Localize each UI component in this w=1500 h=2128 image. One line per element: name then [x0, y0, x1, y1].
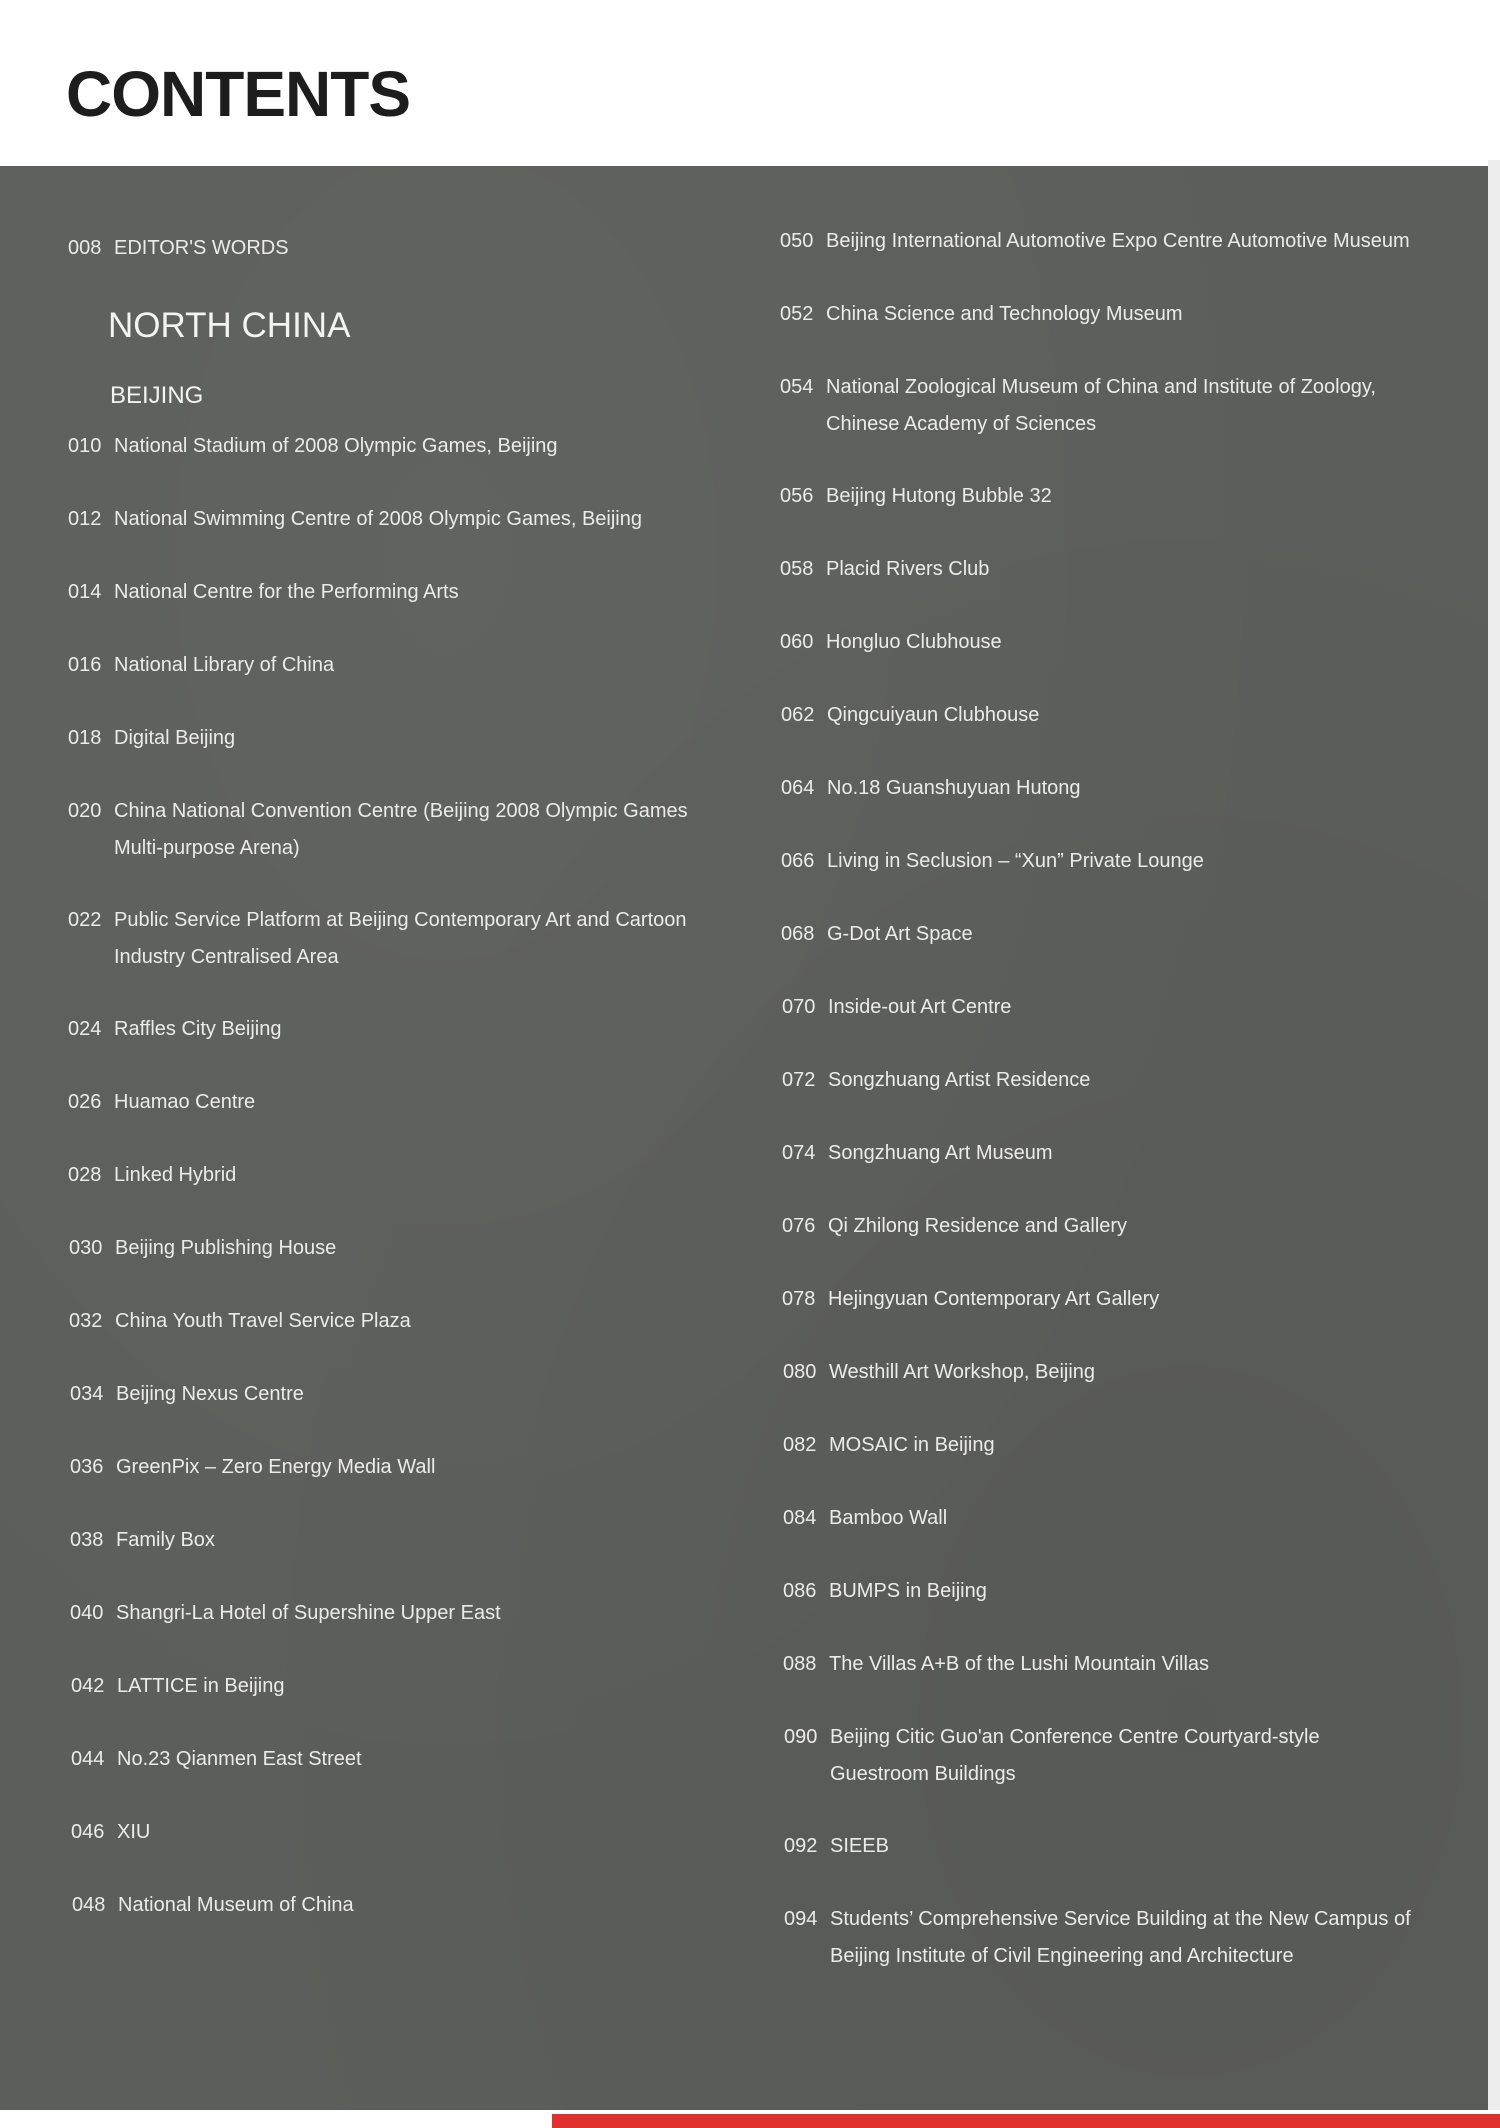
- page-number: 018: [68, 727, 102, 749]
- entry-title: Shangri-La Hotel of Supershine Upper East: [116, 1602, 501, 1624]
- page-number: 008: [68, 237, 102, 259]
- entry-title: National Stadium of 2008 Olympic Games, Beijing: [114, 435, 558, 457]
- toc-entry[interactable]: [781, 843, 1441, 880]
- toc-entry[interactable]: [783, 1646, 1443, 1683]
- toc-entry[interactable]: [68, 720, 728, 757]
- page-number: 038: [70, 1529, 104, 1551]
- page-number: 040: [70, 1602, 104, 1624]
- page-number: 080: [783, 1361, 817, 1383]
- toc-entry[interactable]: [70, 1595, 730, 1632]
- entry-title: Digital Beijing: [114, 727, 236, 749]
- toc-entry[interactable]: [68, 574, 728, 611]
- page-number: 042: [71, 1675, 105, 1697]
- page-edge: [1488, 160, 1500, 2110]
- toc-entry[interactable]: [780, 478, 1440, 515]
- entry-title: Family Box: [116, 1529, 215, 1551]
- page-number: 092: [784, 1835, 818, 1857]
- toc-entry[interactable]: [782, 1281, 1442, 1318]
- page-number: 074: [782, 1142, 816, 1164]
- page-number: 016: [68, 654, 102, 676]
- entry-title: Qingcuiyaun Clubhouse: [827, 704, 1040, 726]
- toc-entry[interactable]: [784, 1719, 1364, 1793]
- page-number: 036: [70, 1456, 104, 1478]
- entry-title: Placid Rivers Club: [826, 558, 990, 580]
- toc-entry[interactable]: [71, 1668, 731, 1705]
- toc-entry[interactable]: [782, 989, 1442, 1026]
- toc-entry[interactable]: [70, 1449, 730, 1486]
- page-number: 022: [68, 909, 102, 931]
- page-number: 028: [68, 1164, 102, 1186]
- entry-title: Hejingyuan Contemporary Art Gallery: [828, 1288, 1160, 1310]
- page-number: 088: [783, 1653, 817, 1675]
- toc-entry[interactable]: [780, 369, 1420, 443]
- entry-title: Beijing Citic Guo'an Conference Centre Courtyard-style Guestroom Buildings: [830, 1726, 1320, 1785]
- toc-entry[interactable]: [68, 1011, 728, 1048]
- toc-entry[interactable]: [784, 1828, 1444, 1865]
- page-number: 090: [784, 1726, 818, 1748]
- entry-title: National Centre for the Performing Arts: [114, 581, 459, 603]
- entry-title: Linked Hybrid: [114, 1164, 237, 1186]
- toc-entry[interactable]: [70, 1522, 730, 1559]
- toc-entry[interactable]: [70, 1376, 730, 1413]
- entry-title: MOSAIC in Beijing: [829, 1434, 995, 1456]
- toc-entry[interactable]: [780, 296, 1440, 333]
- page-number: 062: [781, 704, 815, 726]
- entry-title: Hongluo Clubhouse: [826, 631, 1002, 653]
- toc-entry-editors-words[interactable]: [68, 230, 708, 267]
- entry-title: BUMPS in Beijing: [829, 1580, 987, 1602]
- toc-entry[interactable]: [782, 1062, 1442, 1099]
- toc-entry[interactable]: [782, 1135, 1442, 1172]
- entry-title: Inside-out Art Centre: [828, 996, 1012, 1018]
- page-number: 068: [781, 923, 815, 945]
- toc-entry[interactable]: [783, 1354, 1443, 1391]
- entry-title: China National Convention Centre (Beijing 2008 Olympic Games Multi-purpose Arena): [114, 800, 688, 859]
- page-number: 014: [68, 581, 102, 603]
- entry-title: Qi Zhilong Residence and Gallery: [828, 1215, 1128, 1237]
- toc-entry[interactable]: [780, 223, 1440, 260]
- page-number: 066: [781, 850, 815, 872]
- page-number: 020: [68, 800, 102, 822]
- toc-entry[interactable]: [68, 428, 728, 465]
- toc-entry[interactable]: [780, 551, 1440, 588]
- toc-entry[interactable]: [781, 916, 1441, 953]
- toc-entry[interactable]: [68, 647, 728, 684]
- entry-title: Songzhuang Artist Residence: [828, 1069, 1091, 1091]
- toc-entry[interactable]: [68, 902, 728, 976]
- toc-entry[interactable]: [783, 1573, 1443, 1610]
- page-title: CONTENTS: [66, 58, 410, 130]
- page-number: 072: [782, 1069, 816, 1091]
- entry-title: Songzhuang Art Museum: [828, 1142, 1053, 1164]
- page-number: 056: [780, 485, 814, 507]
- entry-title: Raffles City Beijing: [114, 1018, 282, 1040]
- entry-title: G-Dot Art Space: [827, 923, 973, 945]
- entry-title: Living in Seclusion – “Xun” Private Lounge: [827, 850, 1204, 872]
- toc-entry[interactable]: [71, 1814, 731, 1851]
- entry-title: EDITOR'S WORDS: [114, 237, 289, 259]
- page-number: 060: [780, 631, 814, 653]
- red-accent-bar: [552, 2114, 1500, 2128]
- entry-title: National Library of China: [114, 654, 335, 676]
- toc-entry[interactable]: [72, 1887, 732, 1924]
- toc-entry[interactable]: [71, 1741, 731, 1778]
- entry-title: XIU: [117, 1821, 151, 1843]
- toc-entry[interactable]: [69, 1230, 729, 1267]
- toc-entry[interactable]: [68, 1157, 728, 1194]
- city-heading: BEIJING: [110, 382, 204, 409]
- entry-title: National Swimming Centre of 2008 Olympic Games, Beijing: [114, 508, 642, 530]
- page-number: 032: [69, 1310, 103, 1332]
- toc-entry[interactable]: [781, 697, 1441, 734]
- toc-entry[interactable]: [68, 1084, 728, 1121]
- entry-title: Students’ Comprehensive Service Building at the New Campus of Beijing Institute of Civil Engineering and Architecture: [830, 1908, 1411, 1967]
- entry-title: Beijing Publishing House: [115, 1237, 337, 1259]
- page-number: 070: [782, 996, 816, 1018]
- page-number: 024: [68, 1018, 102, 1040]
- page-number: 086: [783, 1580, 817, 1602]
- page-number: 010: [68, 435, 102, 457]
- toc-entry[interactable]: [783, 1427, 1443, 1464]
- contents-panel: [0, 166, 1488, 2110]
- toc-entry[interactable]: [783, 1500, 1443, 1537]
- page-number: 050: [780, 230, 814, 252]
- entry-title: SIEEB: [830, 1835, 889, 1857]
- page-number: 030: [69, 1237, 103, 1259]
- page-number: 082: [783, 1434, 817, 1456]
- page-number: 052: [780, 303, 814, 325]
- page-number: 012: [68, 508, 102, 530]
- toc-entry[interactable]: [782, 1208, 1442, 1245]
- entry-title: Beijing Nexus Centre: [116, 1383, 304, 1405]
- region-heading: NORTH CHINA: [108, 306, 351, 345]
- page-number: 078: [782, 1288, 816, 1310]
- toc-entry[interactable]: [68, 501, 728, 538]
- entry-title: No.18 Guanshuyuan Hutong: [827, 777, 1081, 799]
- entry-title: Huamao Centre: [114, 1091, 256, 1113]
- page-number: 034: [70, 1383, 104, 1405]
- entry-title: Bamboo Wall: [829, 1507, 948, 1529]
- toc-entry[interactable]: [781, 770, 1441, 807]
- page-number: 064: [781, 777, 815, 799]
- page-number: 084: [783, 1507, 817, 1529]
- entry-title: No.23 Qianmen East Street: [117, 1748, 362, 1770]
- entry-title: Westhill Art Workshop, Beijing: [829, 1361, 1096, 1383]
- page-number: 048: [72, 1894, 106, 1916]
- toc-entry[interactable]: [784, 1901, 1444, 1975]
- entry-title: The Villas A+B of the Lushi Mountain Villas: [829, 1653, 1210, 1675]
- entry-title: Beijing Hutong Bubble 32: [826, 485, 1052, 507]
- page-number: 076: [782, 1215, 816, 1237]
- entry-title: National Museum of China: [118, 1894, 354, 1916]
- toc-entry[interactable]: [780, 624, 1440, 661]
- entry-title: LATTICE in Beijing: [117, 1675, 285, 1697]
- entry-title: GreenPix – Zero Energy Media Wall: [116, 1456, 436, 1478]
- entry-title: China Youth Travel Service Plaza: [115, 1310, 411, 1332]
- page-number: 054: [780, 376, 814, 398]
- entry-title: Public Service Platform at Beijing Contemporary Art and Cartoon Industry Centralised Area: [114, 909, 687, 968]
- toc-entry[interactable]: [68, 793, 728, 867]
- page-number: 044: [71, 1748, 105, 1770]
- toc-entry[interactable]: [69, 1303, 729, 1340]
- entry-title: Beijing International Automotive Expo Centre Automotive Museum: [826, 230, 1410, 252]
- entry-title: China Science and Technology Museum: [826, 303, 1183, 325]
- entry-title: National Zoological Museum of China and Institute of Zoology, Chinese Academy of Sciences: [826, 376, 1376, 435]
- page-number: 058: [780, 558, 814, 580]
- page-number: 094: [784, 1908, 818, 1930]
- page-number: 026: [68, 1091, 102, 1113]
- page-number: 046: [71, 1821, 105, 1843]
